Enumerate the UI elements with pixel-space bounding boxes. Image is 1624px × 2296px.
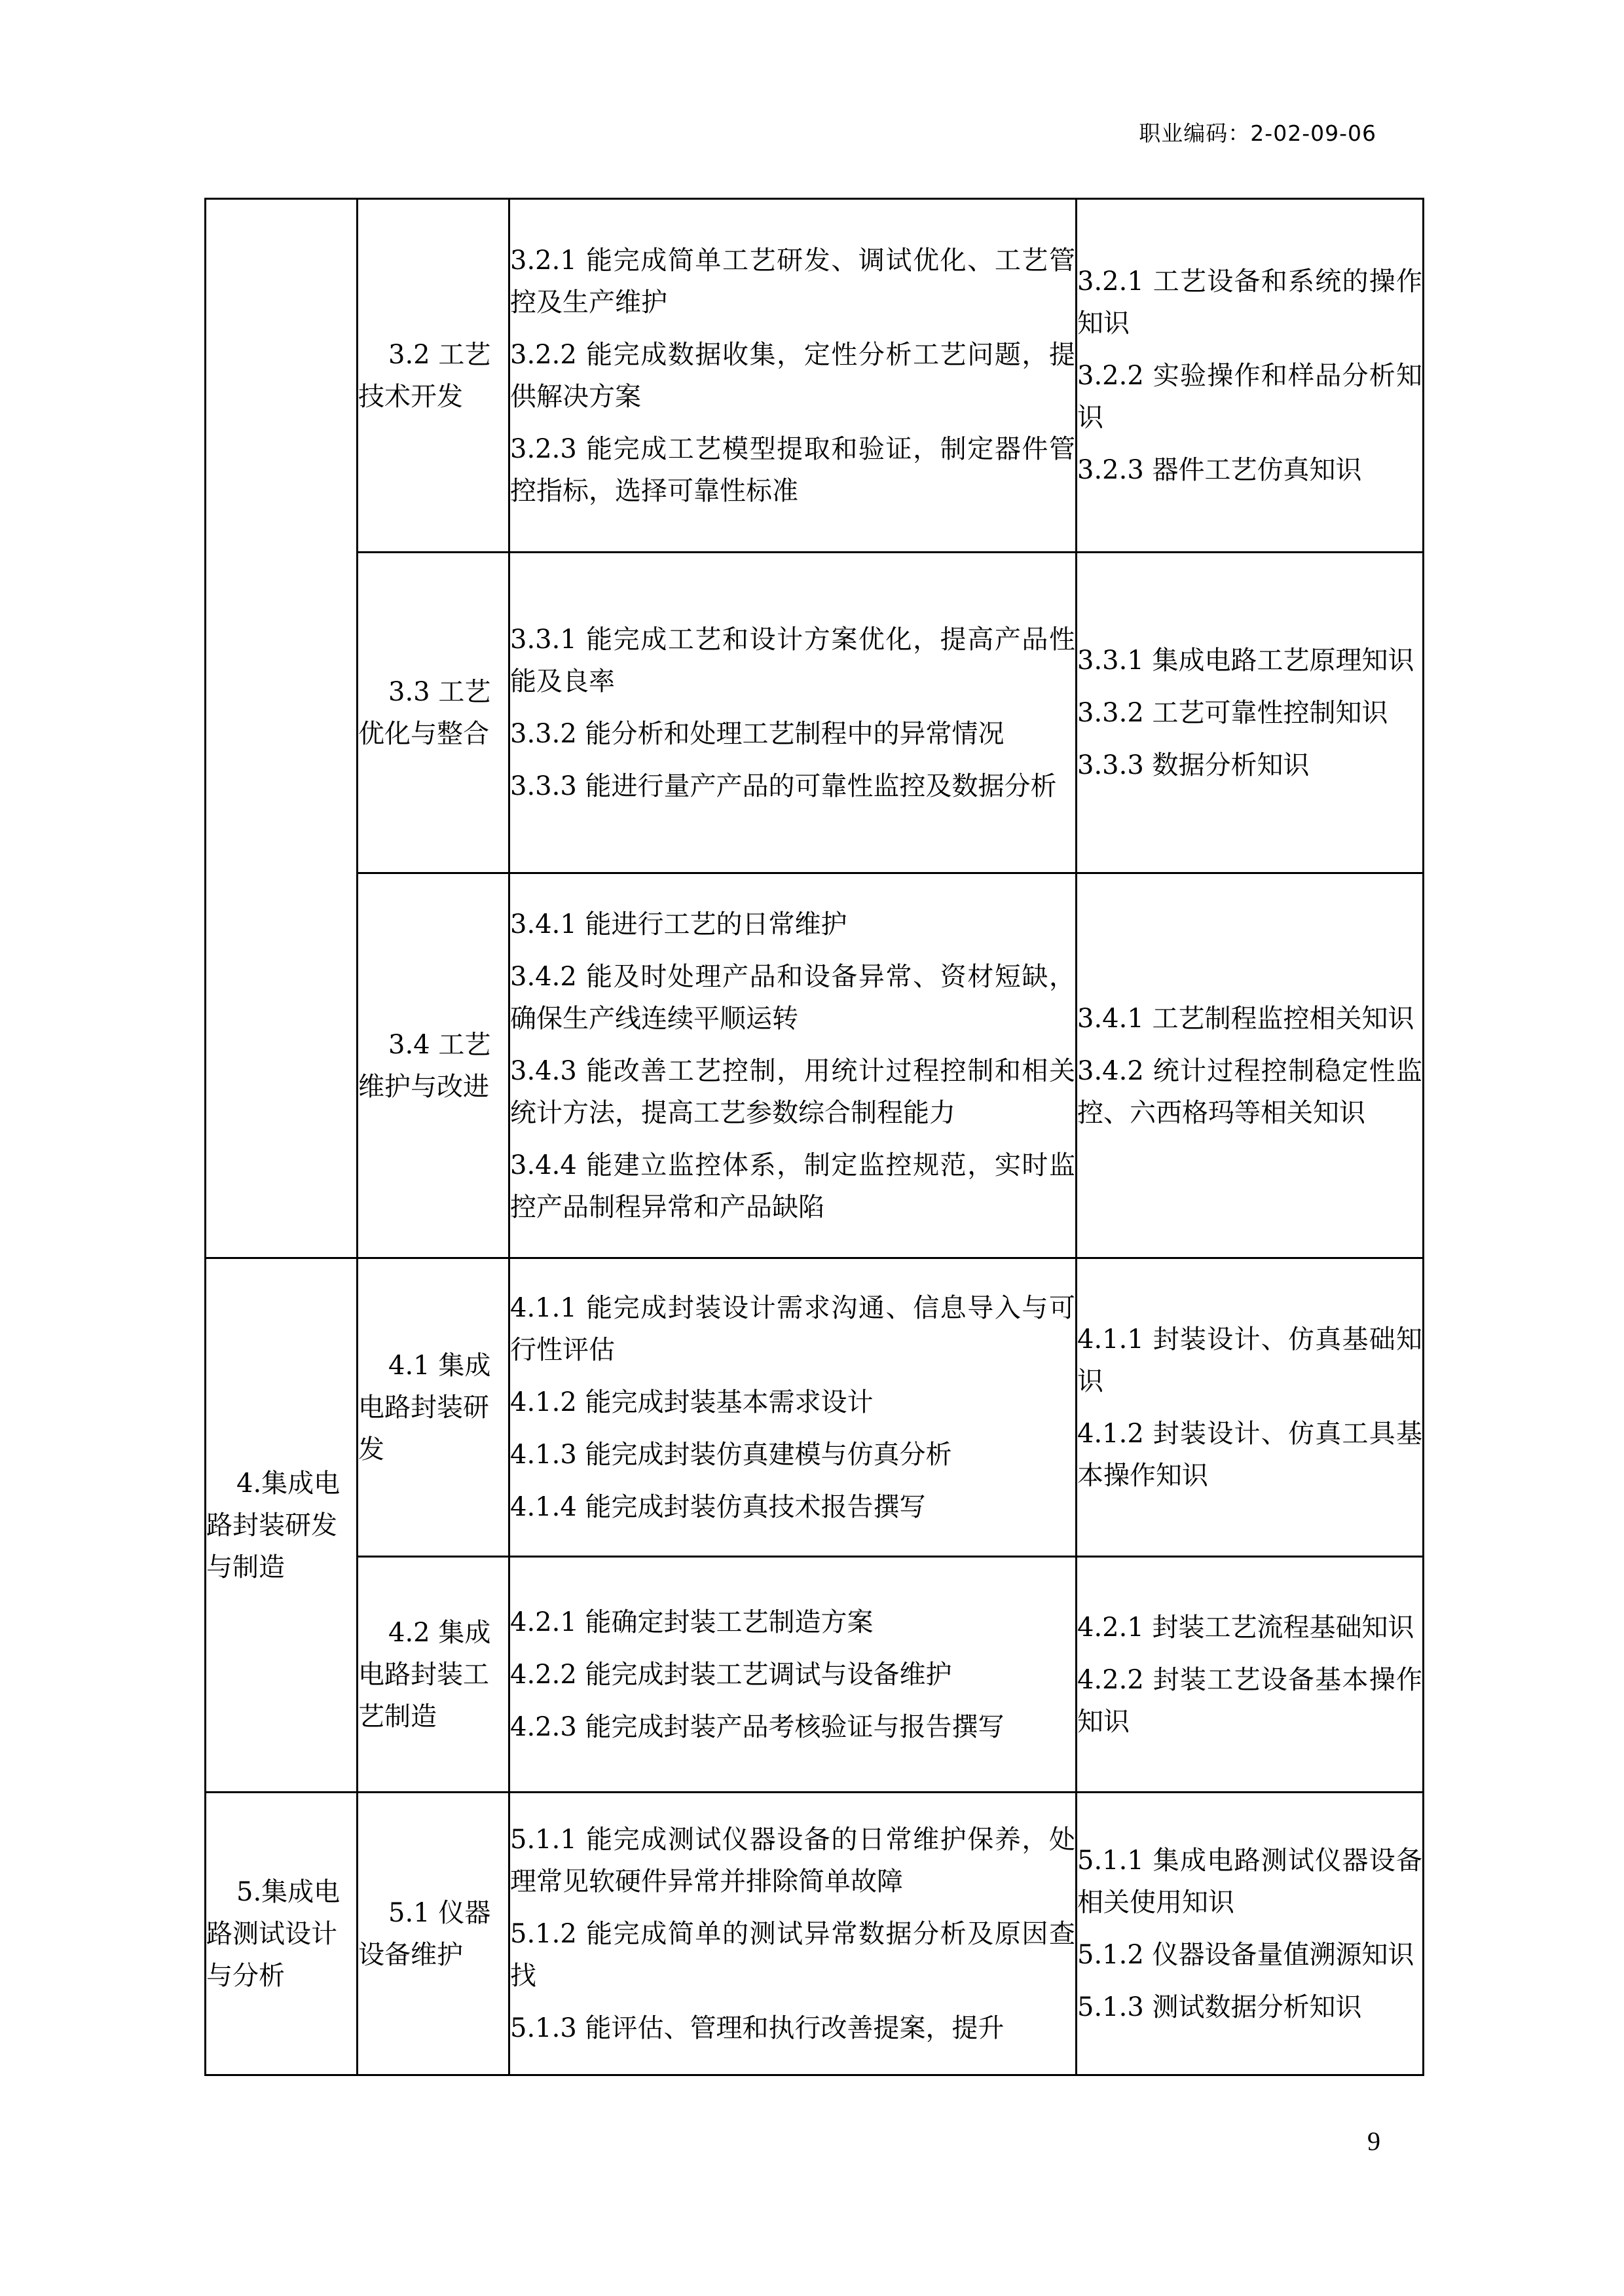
knowledge-item: 5.1.1 集成电路测试仪器设备相关使用知识 [1077,1845,1422,1918]
skill-item: 3.3.3 能进行量产产品的可靠性监控及数据分析 [510,771,1057,801]
knowledge-item: 5.1.2 仪器设备量值溯源知识 [1077,1939,1414,1970]
work-content-cell: 4.1 集成电路封装研发 [358,1258,509,1557]
skill-requirements-cell [509,1258,1077,1557]
skill-item: 4.1.2 能完成封装基本需求设计 [510,1387,874,1417]
knowledge-item: 4.1.1 封装设计、仿真基础知识 [1077,1324,1422,1396]
work-content-cell: 5.1 仪器设备维护 [358,1793,509,2075]
related-knowledge-cell [1077,553,1424,873]
related-knowledge-cell [1077,1258,1424,1557]
skill-standard-table [204,198,1424,2076]
skill-requirements-cell [509,1793,1077,2075]
skill-item: 3.3.2 能分析和处理工艺制程中的异常情况 [510,718,1005,749]
knowledge-item: 3.2.2 实验操作和样品分析知识 [1077,360,1422,433]
skill-requirements-cell [509,199,1077,553]
skill-item: 4.2.1 能确定封装工艺制造方案 [510,1607,874,1637]
knowledge-item: 3.3.3 数据分析知识 [1077,750,1310,780]
skill-item: 4.1.3 能完成封装仿真建模与仿真分析 [510,1439,952,1470]
skill-item: 3.3.1 能完成工艺和设计方案优化，提高产品性能及良率 [510,624,1075,697]
skill-item: 3.4.4 能建立监控体系，制定监控规范，实时监控产品制程异常和产品缺陷 [510,1150,1075,1222]
knowledge-item: 3.3.2 工艺可靠性控制知识 [1077,697,1388,728]
skill-item: 3.2.1 能完成简单工艺研发、调试优化、工艺管控及生产维护 [510,245,1075,318]
skill-item: 3.4.2 能及时处理产品和设备异常、资材短缺，确保生产线连续平顺运转 [510,961,1075,1034]
table-row [206,873,1424,1258]
skill-item: 4.1.1 能完成封装设计需求沟通、信息导入与可行性评估 [510,1292,1075,1365]
table-row [206,1793,1424,2075]
table-row [206,1557,1424,1793]
skill-item: 3.4.1 能进行工艺的日常维护 [510,909,847,939]
skill-item: 4.1.4 能完成封装仿真技术报告撰写 [510,1491,926,1522]
related-knowledge-cell [1077,1557,1424,1793]
function-cell [206,199,358,1258]
function-cell: 4.集成电路封装研发与制造 [206,1258,358,1793]
knowledge-item: 3.4.1 工艺制程监控相关知识 [1077,1003,1414,1034]
knowledge-item: 3.2.3 器件工艺仿真知识 [1077,454,1362,485]
skill-item: 5.1.2 能完成简单的测试异常数据分析及原因查找 [510,1918,1075,1991]
knowledge-item: 5.1.3 测试数据分析知识 [1077,1992,1362,2022]
skill-item: 3.2.3 能完成工艺模型提取和验证，制定器件管控指标，选择可靠性标准 [510,433,1075,506]
skill-item: 5.1.1 能完成测试仪器设备的日常维护保养，处理常见软硬件异常并排除简单故障 [510,1824,1075,1897]
skill-item: 3.2.2 能完成数据收集，定性分析工艺问题，提供解决方案 [510,339,1075,412]
knowledge-item: 4.1.2 封装设计、仿真工具基本操作知识 [1077,1418,1422,1491]
skill-item: 4.2.2 能完成封装工艺调试与设备维护 [510,1659,952,1690]
related-knowledge-cell [1077,199,1424,553]
knowledge-item: 4.2.1 封装工艺流程基础知识 [1077,1612,1414,1643]
table-row [206,553,1424,873]
work-content-cell: 3.4 工艺维护与改进 [358,873,509,1258]
page-number: 9 [1367,2126,1380,2156]
knowledge-item: 3.4.2 统计过程控制稳定性监控、六西格玛等相关知识 [1077,1055,1422,1128]
occupation-code: 职业编码：2-02-09-06 [1139,120,1376,146]
skill-item: 5.1.3 能评估、管理和执行改善提案，提升 [510,2013,1005,2043]
skill-requirements-cell [509,553,1077,873]
knowledge-item: 3.3.1 集成电路工艺原理知识 [1077,645,1414,676]
table-row [206,199,1424,553]
work-content-cell: 3.2 工艺技术开发 [358,199,509,553]
knowledge-item: 3.2.1 工艺设备和系统的操作知识 [1077,266,1422,338]
knowledge-item: 4.2.2 封装工艺设备基本操作知识 [1077,1664,1422,1737]
skill-requirements-cell [509,873,1077,1258]
work-content-cell: 4.2 集成电路封装工艺制造 [358,1557,509,1793]
work-content-cell: 3.3 工艺优化与整合 [358,553,509,873]
function-cell: 5.集成电路测试设计与分析 [206,1793,358,2075]
table-row [206,1258,1424,1557]
skill-requirements-cell [509,1557,1077,1793]
related-knowledge-cell [1077,873,1424,1258]
skill-item: 4.2.3 能完成封装产品考核验证与报告撰写 [510,1711,1005,1742]
related-knowledge-cell [1077,1793,1424,2075]
skill-item: 3.4.3 能改善工艺控制，用统计过程控制和相关统计方法，提高工艺参数综合制程能力 [510,1055,1075,1128]
